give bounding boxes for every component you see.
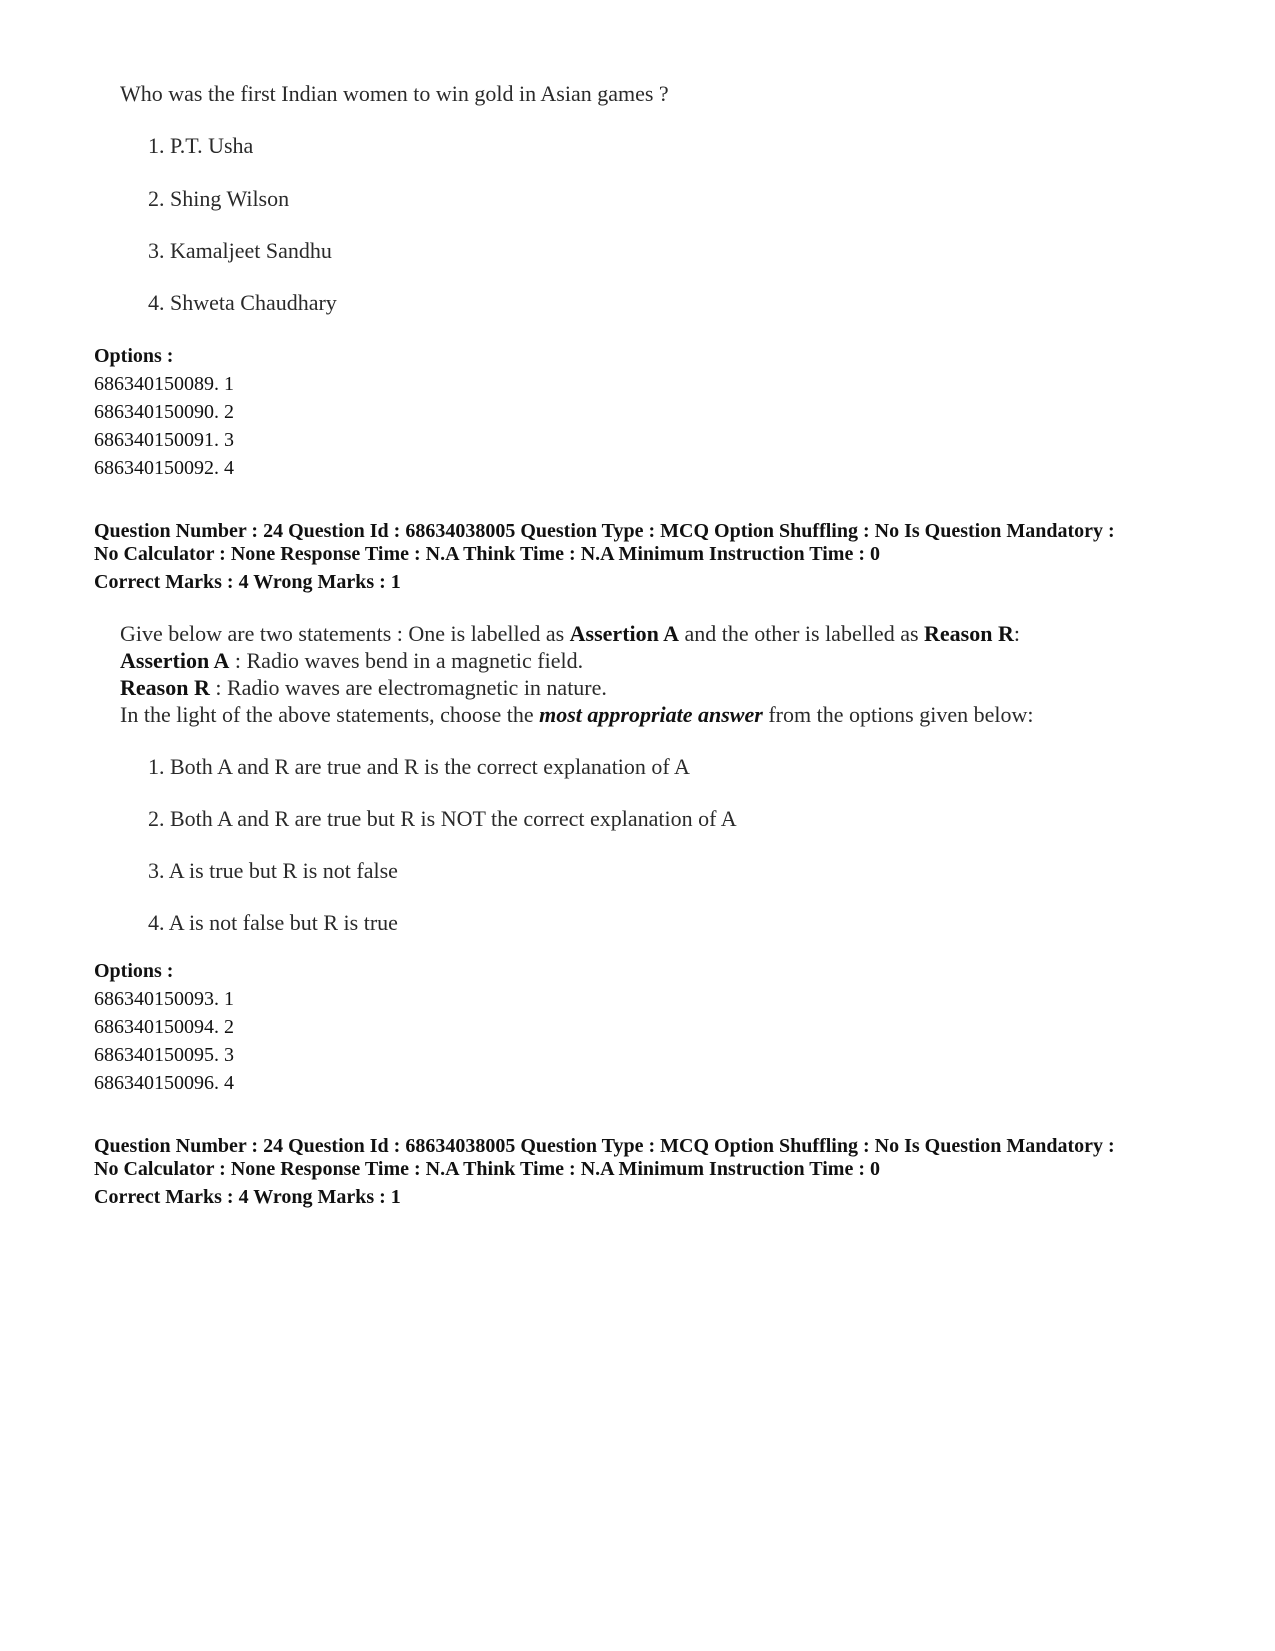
q1-question-text: Who was the first Indian women to win gold in Asian games ? bbox=[120, 81, 669, 106]
q2-options-label: Options : bbox=[94, 960, 174, 982]
q2-option-1: 686340150093. 1 bbox=[94, 988, 234, 1010]
q3-header-line2: No Calculator : None Response Time : N.A Think Time : N.A Minimum Instruction Time : 0 bbox=[94, 1158, 880, 1180]
q2-option-3: 686340150095. 3 bbox=[94, 1044, 234, 1066]
q2-header-line1: Question Number : 24 Question Id : 68634038005 Question Type : MCQ Option Shuffling : No Is Question Mandatory : bbox=[94, 520, 1115, 542]
q1-choice-2: 2. Shing Wilson bbox=[148, 186, 290, 211]
q2-choice-4: 4. A is not false but R is true bbox=[148, 910, 398, 935]
q3-header-line1: Question Number : 24 Question Id : 68634038005 Question Type : MCQ Option Shuffling : No Is Question Mandatory : bbox=[94, 1135, 1115, 1157]
q1-options-label: Options : bbox=[94, 345, 174, 367]
q2-choice-3: 3. A is true but R is not false bbox=[148, 858, 398, 883]
q2-choice-1: 1. Both A and R are true and R is the correct explanation of A bbox=[148, 754, 690, 779]
q1-option-2: 686340150090. 2 bbox=[94, 401, 234, 423]
q2-assertion: Assertion A : Radio waves bend in a magnetic field. bbox=[120, 648, 584, 673]
q1-option-3: 686340150091. 3 bbox=[94, 429, 234, 451]
q2-option-2: 686340150094. 2 bbox=[94, 1016, 234, 1038]
q2-header-line2: No Calculator : None Response Time : N.A Think Time : N.A Minimum Instruction Time : 0 bbox=[94, 543, 880, 565]
q2-closing: In the light of the above statements, choose the most appropriate answer from the options given below: bbox=[120, 702, 1034, 727]
q1-choice-1: 1. P.T. Usha bbox=[148, 133, 254, 158]
q2-choice-2: 2. Both A and R are true but R is NOT the correct explanation of A bbox=[148, 806, 737, 831]
q2-reason: Reason R : Radio waves are electromagnetic in nature. bbox=[120, 675, 607, 700]
q2-intro: Give below are two statements : One is labelled as Assertion A and the other is labelled as Reason R: bbox=[120, 621, 1020, 646]
q2-header-line3: Correct Marks : 4 Wrong Marks : 1 bbox=[94, 571, 401, 593]
q2-option-4: 686340150096. 4 bbox=[94, 1072, 234, 1094]
q3-header-line3: Correct Marks : 4 Wrong Marks : 1 bbox=[94, 1186, 401, 1208]
q1-choice-4: 4. Shweta Chaudhary bbox=[148, 290, 337, 315]
q1-choice-3: 3. Kamaljeet Sandhu bbox=[148, 238, 332, 263]
q1-option-4: 686340150092. 4 bbox=[94, 457, 234, 479]
q1-option-1: 686340150089. 1 bbox=[94, 373, 234, 395]
